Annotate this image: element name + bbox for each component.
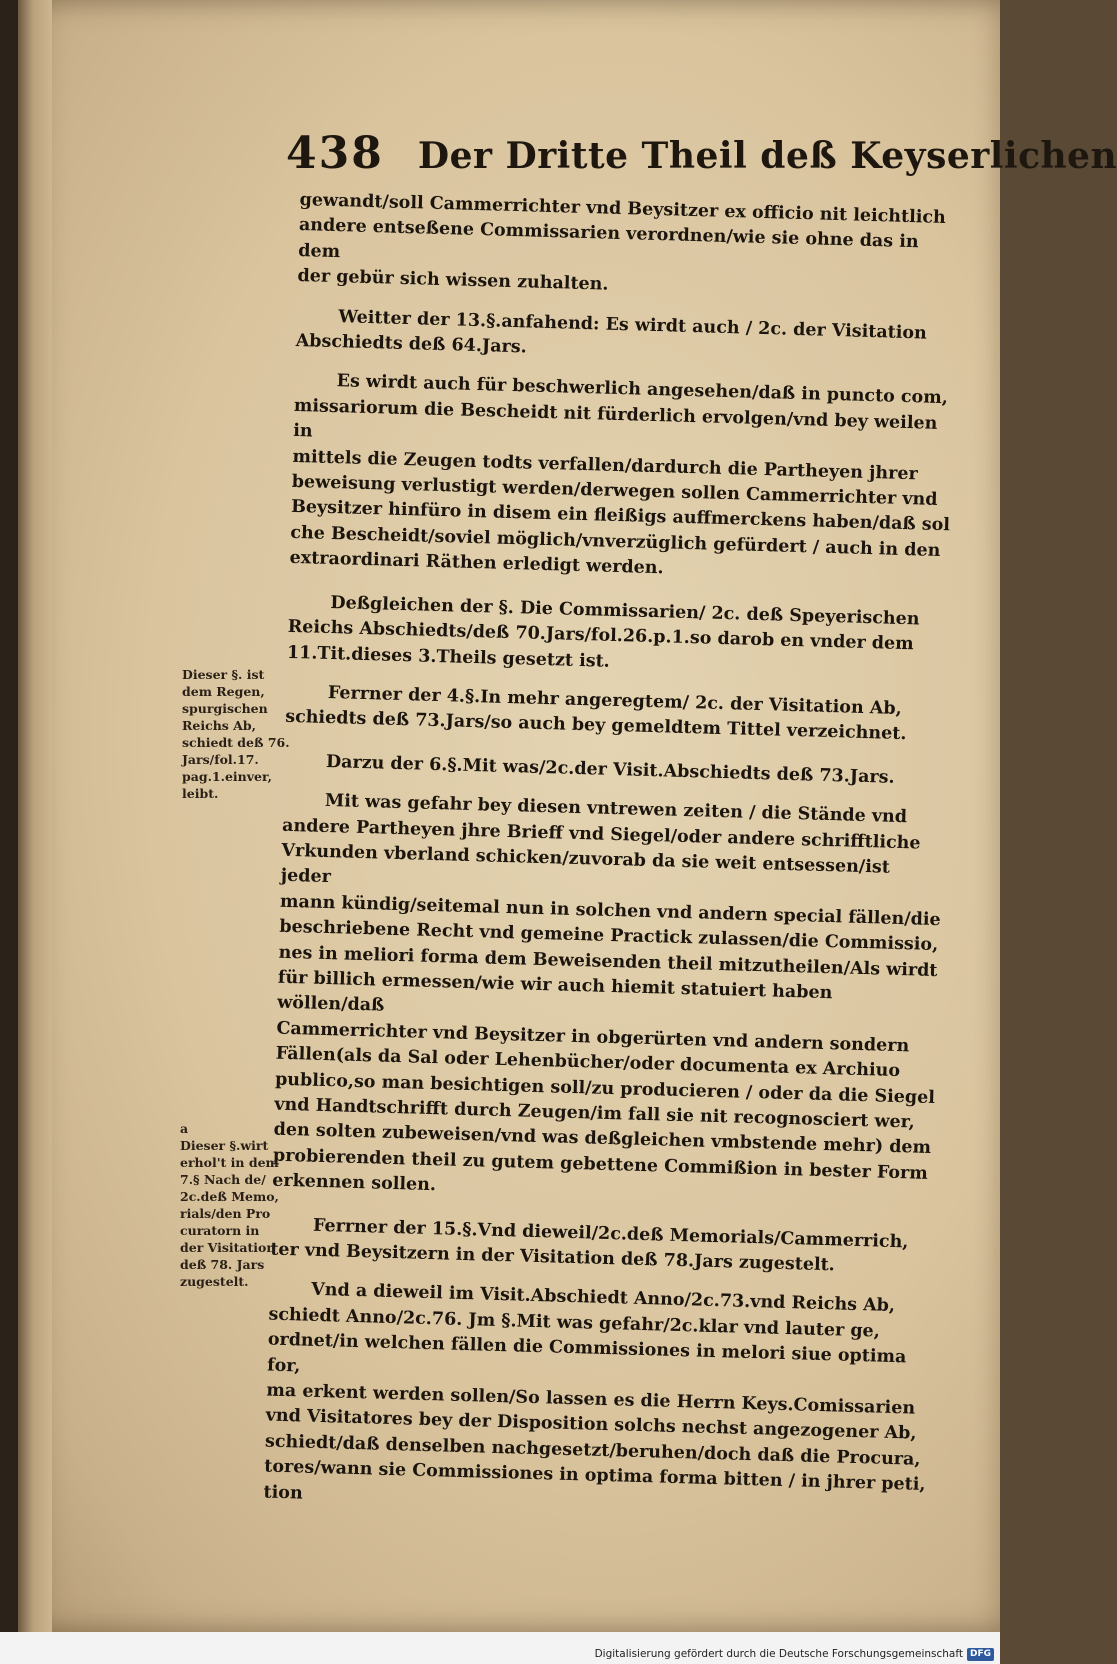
paragraph-speyer-abschied: Deßgleichen der §. Die Commissarien/ 2c. deß Speyerischen Reichs Abschiedts/deß 70.Jars/fol.26.p.1.so darob en vnder dem 11.Tit.dieses 3.Theils gesetzt ist.	[286, 592, 920, 672]
main-text-block	[263, 188, 964, 1524]
book-binding-edge	[18, 0, 52, 1632]
page-number: 438	[286, 128, 384, 179]
running-head-title: Der Dritte Theil deß Keyserlichen	[417, 135, 1117, 177]
marginal-note-2: a Dieser §.wirt erhol't in dem 7.§ Nach de/ 2c.deß Memo, rials/den Pro curatorn in der Visitation deß 78. Jars zugestelt.	[180, 1121, 279, 1289]
paragraph-continuation: gewandt/soll Cammerrichter vnd Beysitzer ex officio nit leichtlich andere entseßene Commissarien verordnen/wie sie ohne das in dem der gebür sich wissen zuhalten.	[297, 189, 947, 295]
paragraph-section-13: Weitter der 13.§.anfahend: Es wirdt auch / 2c. der Visitation Abschiedts deß 64.Jars.	[295, 306, 928, 358]
paragraph-mit-was-gefahr: Mit was gefahr bey diesen vntrewen zeiten / die Stände vnd andere Partheyen jhre Brieff vnd Siegel/oder andere schrifftliche Vrkunden vberland schicken/zuvorab da sie weit entsessen/ist jeder mann kündig/seitemal nun in solchen vnd andern special fällen/die beschriebene Recht vnd gemeine Practick zulassen/die Commissio, nes in meliori forma dem Beweisenden theil mitzutheilen/Als wirdt für billich ermessen/wie wir auch hiemit statuiert haben wöllen/daß Cammerrichter vnd Beysitzer in obgerürten vnd andern sondern Fällen(als da Sal oder Lehenbücher/oder documenta ex Archiuo publico,so man besichtigen soll/zu producieren / oder da die Siegel vnd Handtschrifft durch Zeugen/im fall sie nit recognosciert wer, den solten zubeweisen/vnd was deßgleichen vmbstende mehr) dem probierenden theil zu gutem gebettene Commißion in bester Form erkennen sollen.	[271, 791, 941, 1196]
page-header	[286, 128, 1117, 192]
paragraph-section-4: Ferrner der 4.§.In mehr angeregtem/ 2c. der Visitation Ab, schiedts deß 73.Jars/so auch bey gemeldtem Tittel verzeichnet.	[284, 682, 907, 745]
paragraph-section-6: Darzu der 6.§.Mit was/2c.der Visit.Abschiedts deß 73.Jars.	[325, 751, 895, 788]
marginal-note-1: Dieser §. ist dem Regen, spurgischen Reichs Ab, schiedt deß 76. Jars/fol.17. pag.1.einver, leibt.	[182, 667, 290, 801]
paragraph-section-15: Ferrner der 15.§.Vnd dieweil/2c.deß Memorials/Cammerrich, ter vnd Beysitzern in der Visitation deß 78.Jars zugestelt.	[270, 1215, 909, 1276]
paragraph-commissariorum: Es wirdt auch für beschwerlich angesehen/daß in puncto com, missariorum die Bescheidt nit fürderlich ervolgen/vnd bey weilen in mittels die Zeugen todts verfallen/dardurch die Partheyen jhrer beweisung verlustigt werden/derwegen sollen Cammerrichter vnd Beysitzer hinfüro in disem ein fleißigs auffmerckens haben/daß sol che Bescheidt/soviel möglich/vnverzüglich gefürdert / auch in den extraordinari Räthen erledigt werden.	[289, 371, 951, 579]
digitization-credit	[590, 1644, 1000, 1664]
dfg-logo-icon: DFG	[967, 1648, 994, 1661]
credit-text: Digitalisierung gefördert durch die Deutsche Forschungsgemeinschaft	[594, 1648, 963, 1660]
paragraph-vnd-dieweil: Vnd a dieweil im Visit.Abschiedt Anno/2c.73.vnd Reichs Ab, schiedt Anno/2c.76. Jm §.Mit was gefahr/2c.klar vnd lauter ge, ordnet/in welchen fällen die Commissiones in melori siue optima for, ma erkent werden sollen/So lassen es die Herrn Keys.Comissarien vnd Visitatores bey der Disposition solchs nechst angezogener Ab, schiedt/daß denselben nachgesetzt/beruhen/doch daß die Procura, tores/wann sie Commissiones in optima forma bitten / in jhrer peti, tion	[263, 1280, 926, 1504]
